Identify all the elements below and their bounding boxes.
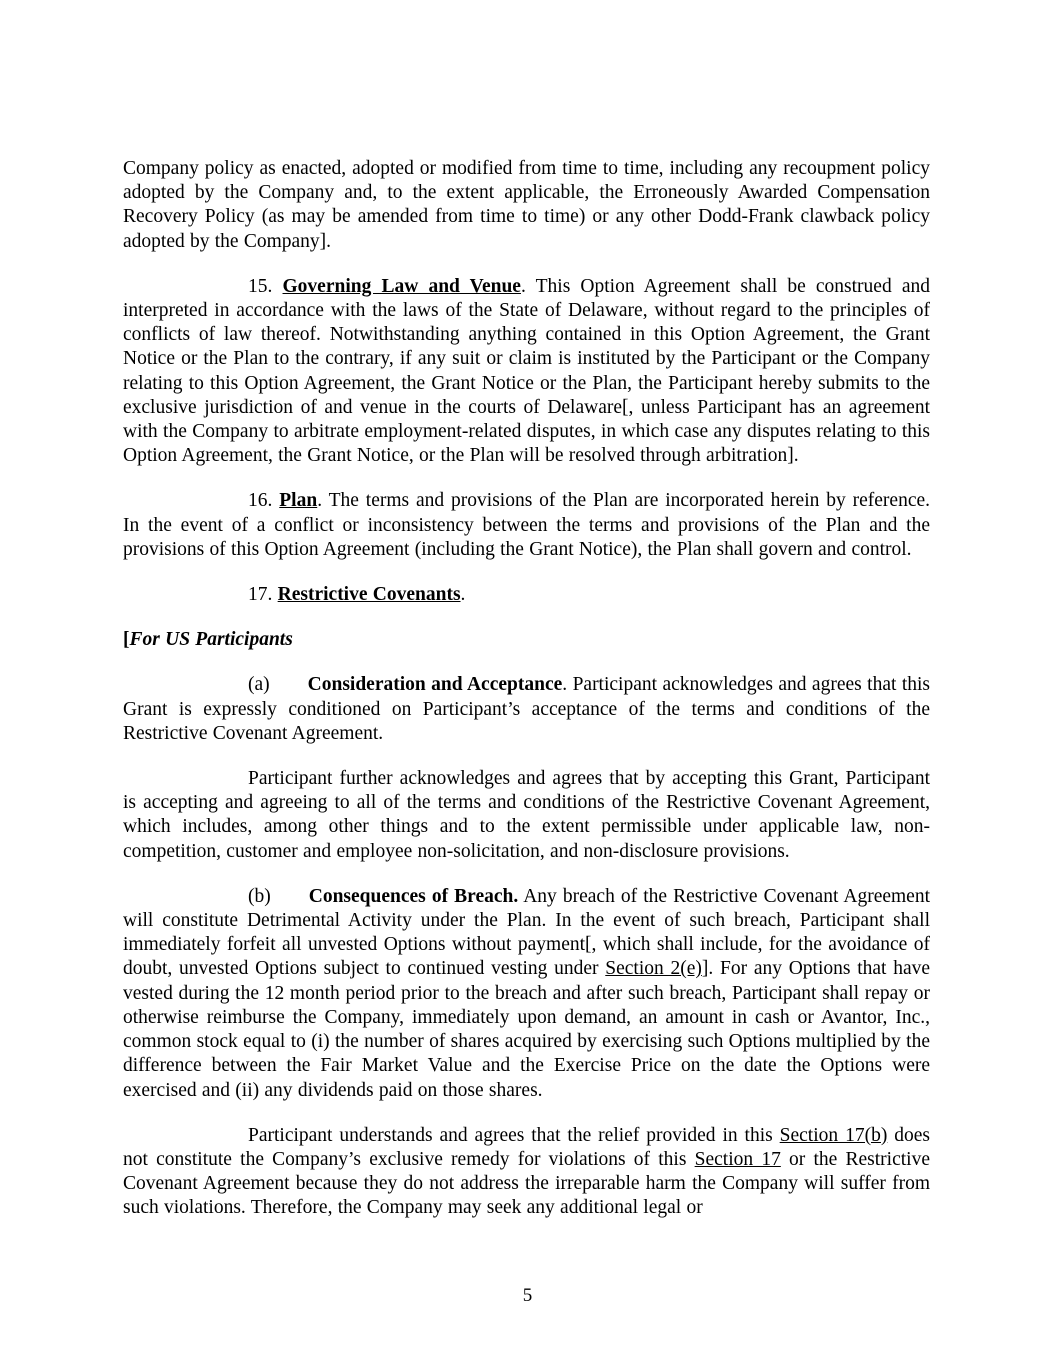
- paragraph: [123, 767, 930, 864]
- text-run: or the Restrictive Covenant Agreement because they do not address the irreparable harm the Company will suffer from such violations. Therefore, the Company may seek any additional legal or: [123, 1148, 930, 1219]
- text-run: 17.: [248, 584, 278, 606]
- text-run: . The terms and provisions of the Plan are incorporated herein by reference. In the event of a conflict or inconsistency between the terms and provisions of the Plan and the provisions of this Option Agreement (including the Grant Notice), the Plan shall govern and control.: [123, 490, 931, 560]
- text-run: Section 2(e): [605, 958, 702, 980]
- paragraph: [123, 275, 930, 469]
- text-run: Restrictive Covenants: [277, 584, 461, 606]
- paragraph: [123, 673, 930, 746]
- text-run: 15.: [248, 275, 283, 297]
- text-run: [: [123, 629, 130, 651]
- paragraph: [123, 157, 930, 254]
- text-run: For US Participants: [129, 629, 293, 651]
- text-run: ]. For any Options that have vested during the 12 month period prior to the breach and after such breach, Participant shall repay or otherwise reimburse the Company, immediately upon demand, an amount in cash or Avantor, Inc., common stock equal to (i) the number of shares acquired by exercising such Options multiplied by the difference between the Fair Market Value and the Exercise Price on the date the Options were exercised and (ii) any dividends paid on those shares.: [123, 958, 930, 1101]
- text-run: 16.: [248, 490, 280, 512]
- paragraph: [123, 628, 930, 652]
- paragraph: [123, 1124, 930, 1221]
- text-run: (a): [248, 674, 270, 696]
- paragraph: [123, 885, 930, 1103]
- page-number: 5: [522, 1285, 533, 1306]
- text-run: (b): [248, 885, 271, 907]
- text-run: Section 17: [694, 1148, 781, 1170]
- paragraph: [123, 583, 930, 607]
- text-run: Plan: [279, 490, 318, 512]
- text-run: Section 17(b): [779, 1124, 888, 1146]
- text-run: Participant further acknowledges and agrees that by accepting this Grant, Participant is accepting and agreeing to all of the terms and conditions of the Restrictive Covenant Agreement, which includes, among other things and to the extent permissible under applicable law, non-competition, customer and employee non-solicitation, and non-disclosure provisions.: [123, 768, 930, 862]
- text-run: Governing Law and Venue: [282, 275, 521, 297]
- document-body: [123, 157, 930, 1221]
- text-run: . Participant acknowledges and agrees that this Grant is expressly conditioned on Participant’s acceptance of the terms and conditions of the Restrictive Covenant Agreement.: [123, 674, 931, 744]
- text-run: Consequences of Breach.: [308, 885, 519, 907]
- text-run: Any breach of the Restrictive Covenant Agreement will constitute Detrimental Activity under the Plan. In the event of such breach, Participant shall immediately forfeit all unvested Options without payment[, which shall include, for the avoidance of doubt, unvested Options subject to continued vesting under: [123, 885, 930, 980]
- text-run: Company policy as enacted, adopted or modified from time to time, including any recoupment policy adopted by the Company and, to the extent applicable, the Erroneously Awarded Compensation Recovery Policy (as may be amended from time to time) or any other Dodd-Frank clawback policy adopted by the Company].: [123, 158, 930, 252]
- text-run: Consideration and Acceptance: [307, 674, 563, 696]
- paragraph: [123, 489, 930, 562]
- text-run: does not constitute the Company’s exclusive remedy for violations of this: [123, 1124, 930, 1170]
- text-run: Participant understands and agrees that the relief provided in this: [248, 1124, 780, 1146]
- text-run: . This Option Agreement shall be construed and interpreted in accordance with the laws of the State of Delaware, without regard to the principles of conflicts of law thereof. Notwithstanding anything contained in this Option Agreement, the Grant Notice or the Plan to the contrary, if any suit or claim is instituted by the Participant or the Company relating to this Option Agreement, the Grant Notice or the Plan, the Participant hereby submits to the exclusive jurisdiction of and venue in the courts of Delaware[, unless Participant has an agreement with the Company to arbitrate employment-related disputes, in which case any disputes relating to this Option Agreement, the Grant Notice, or the Plan will be resolved through arbitration].: [123, 275, 930, 467]
- text-run: .: [460, 584, 466, 606]
